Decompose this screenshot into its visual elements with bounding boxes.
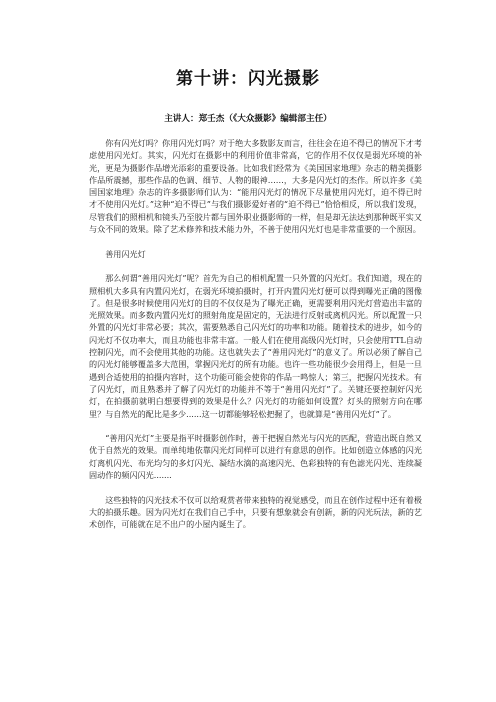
section-heading: 善用闪光灯 xyxy=(105,248,146,259)
article-body xyxy=(89,137,422,531)
author-byline: 主讲人：郑壬杰（《大众摄影》编辑部主任） xyxy=(164,114,332,124)
body-paragraph-intro: 你有闪光灯吗？你用闪光灯吗？对于绝大多数影友而言，往往会在迫不得已的情况下才考虑使用闪光灯。其实，闪光灯在摄影中的利用价值非常高，它的作用不仅仅是弱光环境的补光，更是为摄影作品增光添彩的重要设备。比如我们经常为《美国国家地理》杂志的精美摄影作品所震撼，那些作品的色调、细节、人物的眼神……，大多是闪光灯的杰作。所以许多《美国国家地理》杂志的许多摄影师们认为：“能用闪光灯的情况下尽量使用闪光灯，迫不得已时才不使用闪光灯。”这种“迫不得已”与我们摄影爱好者的“迫不得已”恰恰相反，所以我们发现，尽管我们的照相机和镜头乃至胶片都与国外职业摄影师的一样，但是却无法达到那种既平实又与众不同的效果。除了艺术修养和技术能力外，不善于使用闪光灯也是非常重要的一个原因。 xyxy=(89,138,422,235)
body-paragraph-closing: 这些独特的闪光技术不仅可以给观赏者带来独特的视觉感受，而且在创作过程中还有着极大的拍摄乐趣。因为闪光灯在我们自己手中，只要有想象就会有创新，新的闪光玩法，新的艺术创作，可能就在足不出户的小屋内诞生了。 xyxy=(89,494,422,530)
body-paragraph-creative: “善用闪光灯”主要是指平时摄影创作时，善于把握自然光与闪光的匹配，营造出既自然又优于自然光的效果。而单纯地依靠闪光灯同样可以进行有意思的创作。比如创造立体感的闪光灯离机闪光、布光均匀的多灯闪光、凝结水滴的高速闪光、色彩独特的有色滤光闪光、连续凝固动作的频闪闪光....... xyxy=(89,433,422,481)
body-paragraph-how: 那么何谓“善用闪光灯”呢？首先为自己的相机配置一只外置的闪光灯。我们知道，现在的照相机大多具有内置闪光灯，在弱光环境拍摄时，打开内置闪光灯便可以得到曝光正确的图像了。但是很多时候使用闪光灯的目的不仅仅是为了曝光正确，更需要利用闪光灯营造出丰富的光照效果。而多数内置闪光灯的照射角度是固定的，无法进行反射或离机闪光。所以配置一只外置的闪光灯非常必要；其次，需要熟悉自己闪光灯的功率和功能。随着技术的进步，如今的闪光灯不仅功率大，而且功能也非常丰富。一般人们在使用高级闪光灯时，只会使用TTL自动控制闪光，而不会使用其他的功能。这也就失去了“善用闪光灯”的意义了。所以必须了解自己的闪光灯能够覆盖多大范围，掌握闪光灯的所有功能。也许一些功能很少会用得上，但是一旦遇到合适使用的拍摄内容时，这个功能可能会使你的作品一鸣惊人；第三，把握闪光技术。有了闪光灯，而且熟悉并了解了闪光灯的功能并不等于“善用闪光灯”了。关键还要控制好闪光灯，在拍摄前就明白想要得到的效果是什么？闪光灯的功能如何设置？灯头的照射方向在哪里？与自然光的配比是多少......这一切都能够轻松把握了，也就算是“善用闪光灯”了。 xyxy=(89,273,422,419)
page-title: 第十讲：闪光摄影 xyxy=(176,69,320,89)
